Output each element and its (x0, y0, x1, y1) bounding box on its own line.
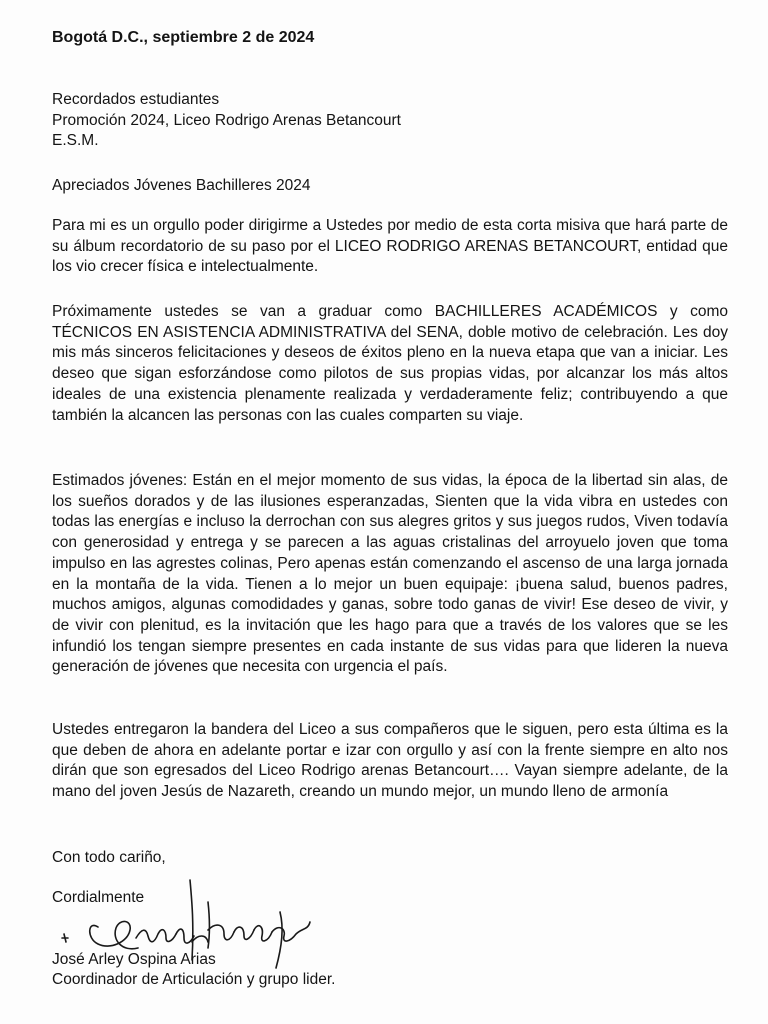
signer-name: José Arley Ospina Arias (52, 951, 216, 968)
recipient-block (52, 90, 728, 152)
signer-title: Coordinador de Articulación y grupo lider. (52, 971, 336, 988)
paragraph-3: Estimados jóvenes: Están en el mejor momento de sus vidas, la época de la libertad sin alas, de los sueños dorados y de las ilusiones esperanzadas, Sienten que la vida vibra en ustedes con todas las energías e incluso la derrochan con sus alegres gritos y sus juegos rudos, Viven todavía con generosidad y entrega y se parecen a las aguas cristalinas del arroyuelo joven que toma impulso en las agrestes colinas, Pero apenas están comenzando el ascenso de una larga jornada en la montaña de la vida. Tienen a lo mejor un buen equipaje: ¡buena salud, buenos padres, muchos amigos, algunas comodidades y ganas, sobre todo ganas de vivir! Ese deseo de vivir, y de vivir con plenitud, es la invitación que les hago para que a través de los valores que se les infundió los tengan siempre presentes en cada instante de sus vidas para que lideren la nueva generación de jóvenes que necesita con urgencia el país. (52, 472, 728, 676)
paragraph-2: Próximamente ustedes se van a graduar como BACHILLERES ACADÉMICOS y como TÉCNICOS EN ASISTENCIA ADMINISTRATIVA del SENA, doble motivo de celebración. Les doy mis más sinceros felicitaciones y deseos de éxitos pleno en la nueva etapa que van a iniciar. Les deseo que sigan esforzándose como pilotos de sus propias vidas, por alcanzar los más altos ideales de una existencia plenamente realizada y verdaderamente feliz; contribuyendo a que también la alcancen las personas con las cuales comparten su viaje. (52, 303, 728, 424)
salutation: Apreciados Jóvenes Bachilleres 2024 (52, 177, 311, 194)
signer-block (52, 950, 728, 990)
closing-line: Con todo cariño, (52, 849, 166, 866)
paragraph-4: Ustedes entregaron la bandera del Liceo a sus compañeros que le siguen, pero esta última es la que deben de ahora en adelante portar e izar con orgullo y así con la frente siempre en alto nos dirán que son egresados del Liceo Rodrigo arenas Betancourt…. Vayan siempre adelante, de la mano del joven Jesús de Nazareth, creando un mundo mejor, un mundo lleno de armonía (52, 721, 728, 801)
paragraph-1: Para mi es un orgullo poder dirigirme a Ustedes por medio de esta corta misiva que hará parte de su álbum recordatorio de su paso por el LICEO RODRIGO ARENAS BETANCOURT, entidad que los vio crecer física e intelectualmente. (52, 217, 728, 276)
recipient-line-3: E.S.M. (52, 132, 99, 150)
letter-date: Bogotá D.C., septiembre 2 de 2024 (52, 29, 315, 46)
recipient-line-2: Promoción 2024, Liceo Rodrigo Arenas Betancourt (52, 111, 401, 129)
recipient-line-1: Recordados estudiantes (52, 91, 220, 108)
valediction: Cordialmente (52, 889, 145, 906)
